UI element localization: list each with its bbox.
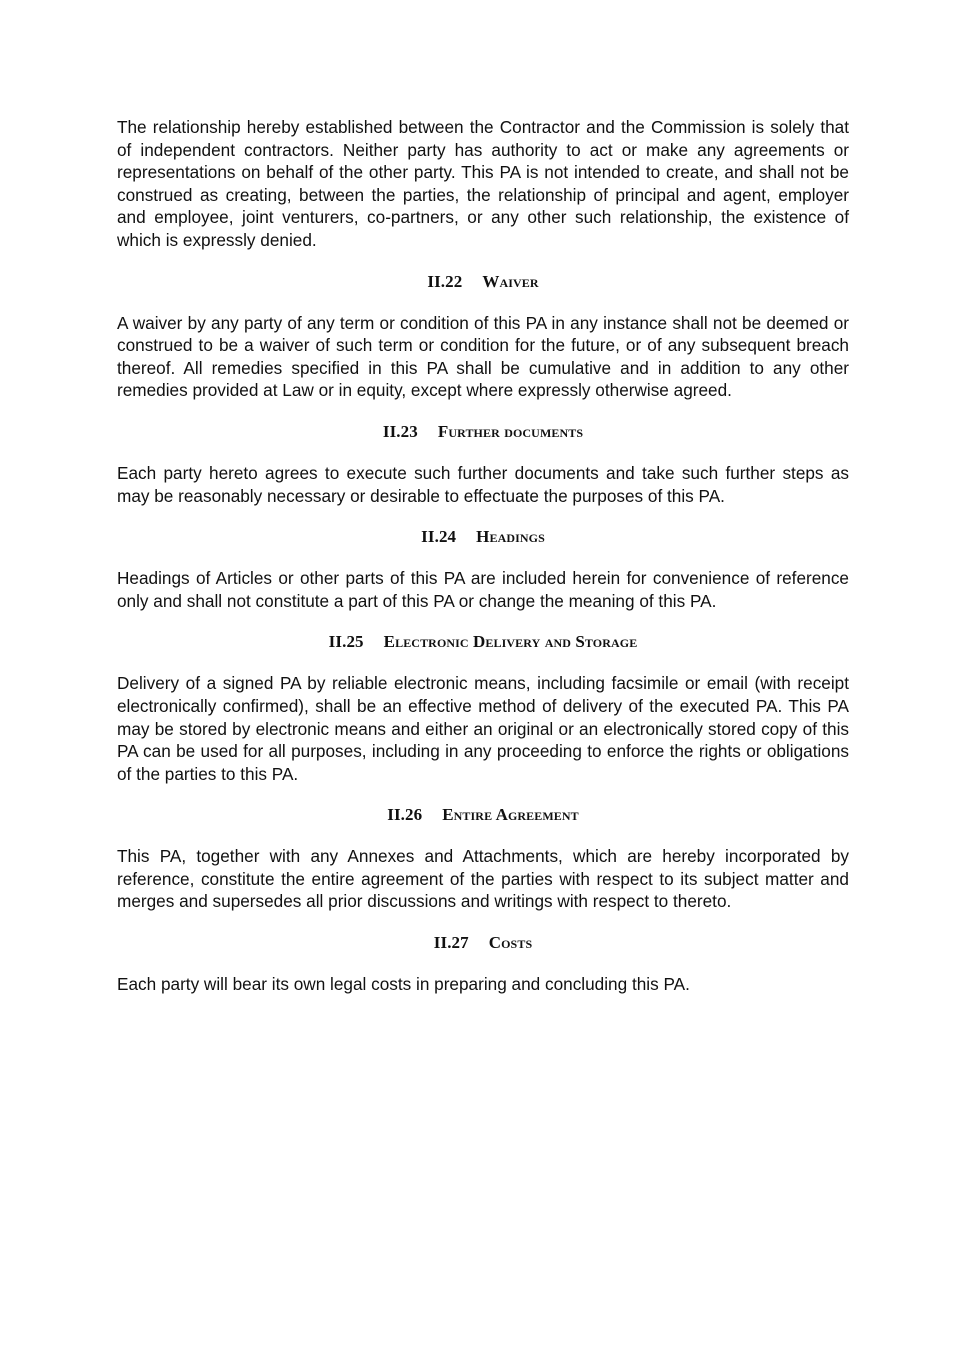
section-number: II.22 [427,271,463,291]
section-title: Costs [488,933,533,953]
section-title: Electronic Delivery and Storage [383,632,638,652]
section-number: II.26 [387,805,423,825]
section-title: Waiver [482,271,539,291]
section-heading-headings [117,526,849,548]
section-heading-entire-agreement [117,804,849,826]
section-paragraph-costs: Each party will bear its own legal costs in preparing and concluding this PA. [117,974,690,995]
section-heading-waiver [117,271,849,293]
section-title: Entire Agreement [442,805,579,825]
section-title: Further documents [437,421,584,441]
document-page [117,116,849,996]
section-paragraph-electronic-delivery: Delivery of a signed PA by reliable electronic means, including facsimile or email (with receipt electronically confirmed), shall be an effective method of delivery of the executed PA. This PA may be stored by electronic means and either an original or an electronically stored copy of this PA can be used for all purposes, including in any proceeding to enforce the rights or obligations of the parties to this PA. [117,673,849,784]
section-paragraph-waiver: A waiver by any party of any term or condition of this PA in any instance shall not be deemed or construed to be a waiver of such term or condition for the future, or of any subsequent breach thereof. All remedies specified in this PA shall be cumulative and in addition to any other remedies provided at Law or in equity, except where expressly otherwise agreed. [117,312,849,401]
section-heading-electronic-delivery [117,631,849,653]
section-title: Headings [476,527,545,547]
section-paragraph-entire-agreement: This PA, together with any Annexes and Attachments, which are hereby incorporated by reference, constitute the entire agreement of the parties with respect to its subject matter and merges and supersedes all prior discussions and writings with respect to thereto. [117,846,849,912]
section-heading-further-documents [117,421,849,443]
section-paragraph-further-documents: Each party hereto agrees to execute such further documents and take such further steps as may be reasonably necessary or desirable to effectuate the purposes of this PA. [117,462,849,506]
section-paragraph-headings: Headings of Articles or other parts of this PA are included herein for convenience of reference only and shall not constitute a part of this PA or change the meaning of this PA. [117,568,849,611]
intro-paragraph: The relationship hereby established between the Contractor and the Commission is solely that of independent contractors. Neither party has authority to act or make any agreements or representations on behalf of the other party. This PA is not intended to create, and shall not be construed as creating, between the parties, the relationship of principal and agent, employer and employee, joint venturers, co-partners, or any other such relationship, the existence of which is expressly denied. [117,117,849,250]
section-number: II.27 [433,933,469,953]
section-number: II.23 [382,421,418,441]
section-heading-costs [117,932,849,954]
section-number: II.25 [328,632,364,652]
section-number: II.24 [421,527,457,547]
